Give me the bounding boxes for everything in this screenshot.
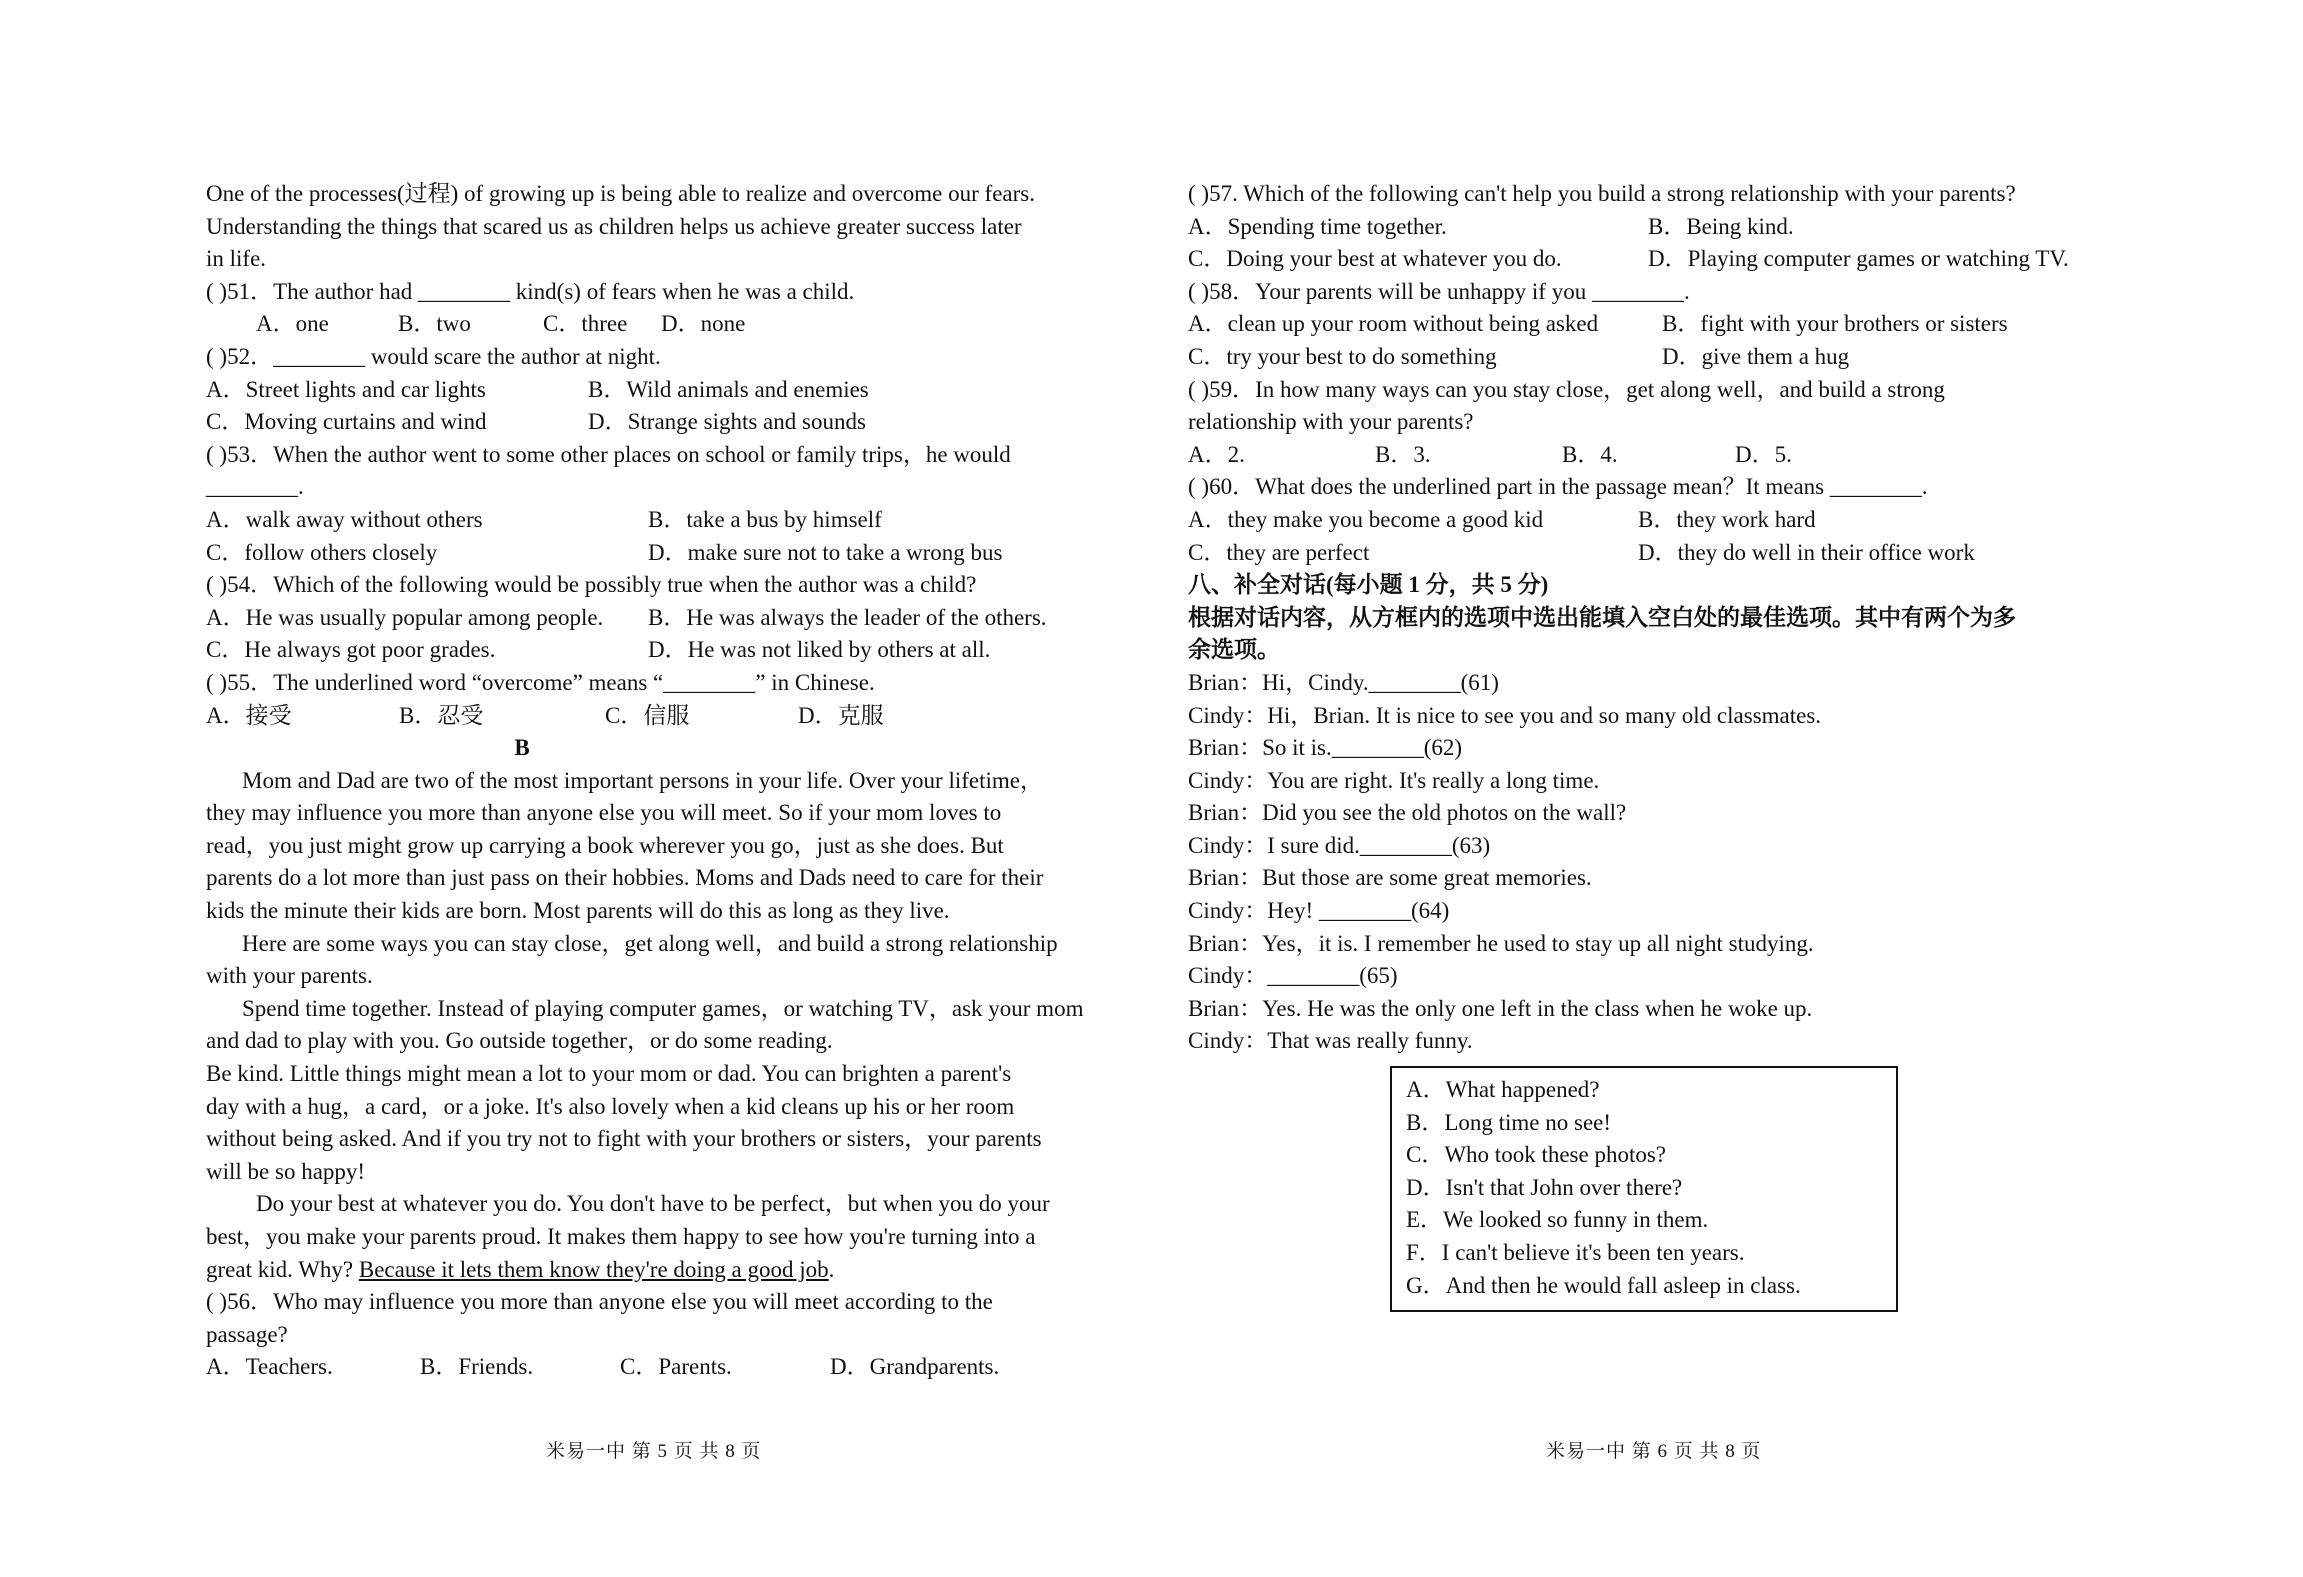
passage-line: they may influence you more than anyone else you will meet. So if your mom loves to [206, 800, 1002, 826]
passage-line: with your parents. [206, 963, 373, 989]
question-52-stem: ( )52．________ would scare the author at night. [206, 343, 661, 369]
right-column [1188, 178, 2128, 1312]
question-60-stem: ( )60．What does the underlined part in the passage mean？It means ________. [1188, 474, 1928, 500]
section-8-instructions: 根据对话内容，从方框内的选项中选出能填入空白处的最佳选项。其中有两个为多 [1188, 604, 2016, 630]
question-59-options [1188, 439, 2128, 472]
option-a: A．He was usually popular among people. [206, 604, 604, 630]
dialogue-line: Cindy：I sure did.________(63) [1188, 832, 1491, 858]
question-53-options-row1 [206, 504, 1126, 537]
dialogue-line: Cindy：You are right. It's really a long time. [1188, 767, 1600, 793]
passage-line: parents do a lot more than just pass on their hobbies. Moms and Dads need to care for their [206, 865, 1044, 891]
option-b: B．fight with your brothers or sisters [1662, 311, 2008, 337]
option-c: C．信服 [605, 702, 690, 728]
option-b: B．Being kind. [1648, 213, 1794, 239]
option-b: B．忍受 [399, 702, 484, 728]
question-55-stem: ( )55．The underlined word “overcome” means “________” in Chinese. [206, 669, 875, 695]
option-d: D．they do well in their office work [1638, 539, 1975, 565]
dialogue-line: Brian：Hi，Cindy.________(61) [1188, 669, 1499, 695]
option-c: C．they are perfect [1188, 539, 1370, 565]
passage-line: will be so happy! [206, 1158, 366, 1184]
option-a: A．接受 [206, 702, 292, 728]
question-56-options [206, 1351, 1126, 1384]
passage-line: kids the minute their kids are born. Most parents will do this as long as they live. [206, 898, 950, 924]
question-53-options-row2 [206, 537, 1126, 570]
option-b: B．He was always the leader of the others. [648, 604, 1047, 630]
passage-line: and dad to play with you. Go outside together，or do some reading. [206, 1028, 833, 1054]
option-a: A．Spending time together. [1188, 213, 1447, 239]
box-option: C．Who took these photos? [1406, 1142, 1666, 1168]
question-51-stem: ( )51．The author had ________ kind(s) of fears when he was a child. [206, 278, 855, 304]
dialogue-line: Cindy：Hi，Brian. It is nice to see you and so many old classmates. [1188, 702, 1822, 728]
passage-line: Spend time together. Instead of playing computer games，or watching TV，ask your mom [242, 995, 1084, 1021]
passage-line: best，you make your parents proud. It makes them happy to see how you're turning into a [206, 1224, 1036, 1249]
option-c: C．Doing your best at whatever you do. [1188, 246, 1562, 272]
intro-line: in life. [206, 246, 267, 272]
dialogue-line: Brian：So it is.________(62) [1188, 735, 1463, 761]
question-54-stem: ( )54．Which of the following would be possibly true when the author was a child? [206, 572, 977, 598]
option-b: B．Wild animals and enemies [588, 376, 869, 402]
passage-line: Mom and Dad are two of the most important persons in your life. Over your lifetime， [242, 767, 1043, 793]
option-c: C．Moving curtains and wind [206, 409, 487, 435]
option-c: C．He always got poor grades. [206, 637, 496, 663]
question-57-options-row2 [1188, 243, 2128, 276]
intro-line: One of the processes(过程) of growing up is being able to realize and overcome our fears. [206, 181, 1035, 206]
option-b: B．Friends. [420, 1354, 534, 1380]
box-option: E．We looked so funny in them. [1406, 1207, 1709, 1233]
question-55-options [206, 700, 1126, 733]
option-c: C．three [543, 311, 628, 337]
page-footer-right: 米易一中 第 6 页 共 8 页 [1546, 1441, 1762, 1462]
question-52-options-row1 [206, 374, 1126, 407]
passage-line: Here are some ways you can stay close，get along well，and build a strong relationship [242, 930, 1058, 956]
passage-text: . [828, 1256, 835, 1282]
question-57-stem: ( )57. Which of the following can't help you build a strong relationship with your parents? [1188, 181, 2016, 206]
option-d: D．Grandparents. [830, 1354, 1000, 1380]
option-b: B．3. [1375, 441, 1431, 467]
passage-text: great kid. Why? [206, 1256, 359, 1282]
option-b: B．two [398, 311, 471, 337]
option-d: D．克服 [798, 702, 884, 728]
question-58-options-row1 [1188, 308, 2128, 341]
question-54-options-row2 [206, 634, 1126, 667]
option-a: A．Teachers. [206, 1354, 333, 1380]
dialogue-line: Cindy：Hey! ________(64) [1188, 898, 1450, 924]
passage-line: Be kind. Little things might mean a lot to your mom or dad. You can brighten a parent's [206, 1061, 1012, 1087]
option-a: A．they make you become a good kid [1188, 506, 1544, 532]
question-59-stem-cont: relationship with your parents? [1188, 409, 1474, 435]
option-b: B．take a bus by himself [648, 506, 882, 532]
left-column [206, 178, 1126, 1384]
option-d: D．make sure not to take a wrong bus [648, 539, 1003, 565]
box-option: D．Isn't that John over there? [1406, 1174, 1683, 1200]
dialogue-line: Cindy：________(65) [1188, 963, 1398, 989]
option-d: D．He was not liked by others at all. [648, 637, 991, 663]
question-52-options-row2 [206, 406, 1126, 439]
option-a: A．clean up your room without being asked [1188, 311, 1599, 337]
dialogue-line: Cindy：That was really funny. [1188, 1028, 1473, 1054]
box-option: G．And then he would fall asleep in class. [1406, 1272, 1801, 1298]
question-53-stem-cont: ________. [206, 474, 304, 500]
question-54-options-row1 [206, 602, 1126, 635]
question-58-stem: ( )58．Your parents will be unhappy if you ________. [1188, 278, 1690, 304]
option-c: C．Parents. [620, 1354, 732, 1380]
question-53-stem: ( )53．When the author went to some other places on school or family trips，he would [206, 441, 1011, 467]
box-option: A．What happened? [1406, 1077, 1600, 1103]
question-51-options [206, 308, 1126, 341]
passage-line: day with a hug，a card，or a joke. It's also lovely when a kid cleans up his or her room [206, 1093, 1015, 1119]
question-60-options-row2 [1188, 537, 2128, 570]
question-59-stem: ( )59．In how many ways can you stay close，get along well，and build a strong [1188, 376, 1945, 402]
question-60-options-row1 [1188, 504, 2128, 537]
box-option: B．Long time no see! [1406, 1109, 1612, 1135]
option-d: D．give them a hug [1662, 343, 1850, 369]
dialogue-line: Brian：Yes，it is. I remember he used to stay up all night studying. [1188, 930, 1814, 956]
option-d: D．none [661, 311, 746, 337]
passage-line-underlined [206, 1254, 1126, 1287]
dialogue-line: Brian：Yes. He was the only one left in the class when he woke up. [1188, 995, 1813, 1021]
box-option: F．I can't believe it's been ten years. [1406, 1240, 1745, 1265]
passage-line: Do your best at whatever you do. You don't have to be perfect，but when you do your [256, 1191, 1050, 1217]
option-c: B．4. [1562, 441, 1618, 467]
intro-line: Understanding the things that scared us as children helps us achieve greater success later [206, 213, 1022, 239]
passage-line: without being asked. And if you try not to fight with your brothers or sisters，your parents [206, 1126, 1042, 1152]
option-a: A．2. [1188, 441, 1245, 467]
option-d: D．5. [1735, 441, 1792, 467]
question-56-stem-cont: passage? [206, 1321, 288, 1347]
option-a: A．one [256, 311, 329, 337]
underlined-sentence: Because it lets them know they're doing a good job [358, 1256, 829, 1282]
section-b-heading: B [514, 735, 530, 761]
question-57-options-row1 [1188, 211, 2128, 244]
option-a: A．Street lights and car lights [206, 376, 486, 402]
option-c: C．try your best to do something [1188, 343, 1497, 369]
question-58-options-row2 [1188, 341, 2128, 374]
passage-line: read，you just might grow up carrying a book wherever you go，just as she does. But [206, 832, 1004, 858]
section-8-instructions: 余选项。 [1188, 637, 1280, 663]
option-d: D．Strange sights and sounds [588, 409, 866, 435]
page-footer-left: 米易一中 第 5 页 共 8 页 [546, 1441, 762, 1462]
options-box [1390, 1066, 1898, 1312]
dialogue-line: Brian：Did you see the old photos on the wall? [1188, 800, 1627, 826]
question-56-stem: ( )56．Who may influence you more than anyone else you will meet according to the [206, 1289, 993, 1315]
dialogue-line: Brian：But those are some great memories. [1188, 865, 1592, 891]
option-a: A．walk away without others [206, 506, 483, 532]
option-c: C．follow others closely [206, 539, 438, 565]
option-b: B．they work hard [1638, 506, 1816, 532]
option-d: D．Playing computer games or watching TV. [1648, 246, 2069, 272]
section-8-title: 八、补全对话(每小题 1 分，共 5 分) [1188, 572, 1549, 598]
